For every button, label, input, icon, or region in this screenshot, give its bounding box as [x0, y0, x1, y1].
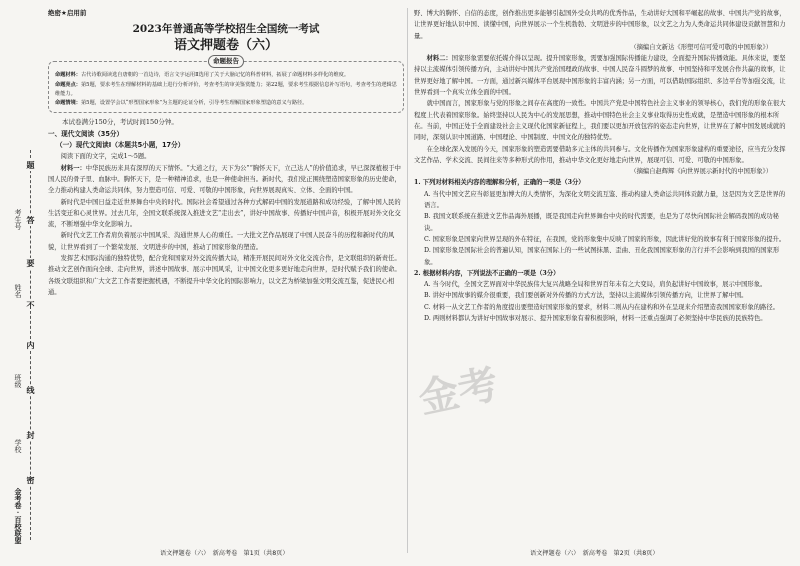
left-column [48, 8, 404, 298]
score-line: 本试卷满分150分，考试时间150分钟。 [62, 118, 178, 127]
seal-char: 密 [26, 475, 35, 485]
report-row-text: 第5题，要求考生在理解材料的基础上进行分析评价，考查考生的审美鉴赏能力；第22题，要求考生根据信息补写语句，考查考生的逻辑思维能力。 [55, 81, 397, 97]
paper-title: 语文押题卷（六） [173, 38, 278, 54]
question-option: C. 国家形象是国家向世界呈现的外在特征，在我国，党的形象集中反映了国家的形象，因此讲好党的故事有利于国家形象的提升。 [424, 235, 786, 243]
material-1-paragraph: 新时代是中国日益走近世界舞台中央的时代。国际社会希望通过各种方式解码中国的发展道路和成功经验，了解中国人民的生活变迁和心灵世界。过去几年，全国文联系统深入推进文艺“走出去”，讲好中国故事、传播好中国声音，积极开展对外文化交流，不断增强中华文化影响力。 [48, 198, 401, 229]
report-row [55, 71, 397, 80]
question-option: D. 两则材料都认为讲好中国故事对展示、提升国家形象有着积极影响，材料一还重点强调了必须坚持中华民族的民族特色。 [424, 315, 767, 323]
seal-char: 答 [26, 215, 35, 225]
seal-char: 要 [26, 258, 35, 268]
instruction: 阅读下面的文字，完成1～5题。 [60, 153, 151, 161]
report-row [55, 81, 397, 100]
seal-char: 题 [26, 160, 35, 170]
exam-title: 2023年普通高等学校招生全国统一考试 [132, 23, 320, 36]
paragraph-text: 中华民族历来具有深厚的天下情怀。“大道之行，天下为公”“胸怀天下，立己达人”的价值追求，早已深深植根于中国人民的骨子里、血脉中。胸怀天下，是一种精神追求，也是一种使命担当。新时代，我们党正围绕塑造国家形象的历史使命，全力推动构建人类命运共同体，努力塑造可信、可爱、可敬的中国形象，向世界展现真实、立体、全面的中国。 [48, 164, 401, 195]
report-row-text: 第5题，设置学会以“形塑国家形象”为主题的论证分析，引导考生理解国家形象塑造的意义与路径。 [80, 100, 308, 107]
footer-right: 语文押题卷（六） 新高考卷 第2页（共8页） [530, 550, 659, 557]
source-note: （摘编自文新达《形塑可信可爱可敬的中国形象》） [630, 43, 772, 51]
seal-char: 线 [26, 385, 35, 395]
question-option: A. 当代中国文艺应当彰显更加博大的人类情怀，为深化文明交流互鉴、推动构建人类命运共同体贡献力量，这是因为文艺是世界的语言。 [424, 190, 786, 210]
question-option: B. 讲好中国故事的媒介很重要，我们要创新对外传播的方式方法，坚持以主流媒体引领传播方向，让世界了解中国。 [424, 292, 748, 300]
binding-strip [0, 0, 42, 566]
material-2-paragraph: 在全球化深入发展的今天，国家形象的塑造需要借助多元主体的共同参与。文化传播作为国家形象建构的重要途径，应当充分发挥文艺作品、学术交流、民间往来等多种形式的作用，推动中华文化更好地走向世界，展现可信、可爱、可敬的中国形象。 [414, 145, 786, 164]
binding-field-class: 班级 [14, 374, 22, 389]
watermark: 金考 [414, 360, 503, 423]
binding-field-alliance: 金考卷·百校联盟 [14, 487, 22, 545]
seal-char: 不 [26, 300, 35, 310]
binding-field-name: 姓名 [14, 284, 22, 299]
seal-char: 内 [26, 340, 35, 350]
material-2-paragraph: 就中国而言，国家形象与党的形象之间存在高度的一致性。中国共产党是中国特色社会主义事业的领导核心，我们党的形象在很大程度上代表着国家形象。始终坚持以人民为中心的发展思想，推动中国特色社会主义事业取得历史性成就，是塑造中国形象的根本所在。当前，中国正处于全面建设社会主义现代化国家新征程上，我们要以更加开放包容的姿态走向世界，让世界在了解中国发展成就的同时，深刻认识中国道路、中国理论、中国制度、中国文化的独特优势。 [414, 100, 786, 142]
material-2-paragraph [414, 53, 788, 98]
secret-label: 绝密★启用前 [48, 9, 87, 17]
binding-field-school: 学校 [14, 439, 22, 454]
report-tag: 命题报告 [208, 55, 244, 68]
binding-field-exam-number: 考生号 [14, 209, 22, 231]
section-heading: 一、现代文阅读（35分） [48, 129, 124, 138]
report-row [55, 99, 397, 108]
exam-report-box [48, 57, 404, 113]
report-row-label: 命题材料： [55, 72, 81, 79]
material-1-paragraph: 新时代文艺工作者肩负着展示中国风采、沟通世界人心的重任。一大批文艺作品展现了中国人民奋斗的历程和新时代的风貌，让世界看到了一个繁荣发展、文明进步的中国，推动了国家形象的塑造。 [48, 232, 395, 251]
report-row-text: 古代诗歌阅读选自唐朝的一首边诗，语言文字运用Ⅱ选用了关于大脑记忆的科普材料，拓展了命题材料多样化的维度。 [80, 72, 350, 79]
question-2: 2. 根据材料内容，下列说法不正确的一项是（3分） [414, 269, 560, 277]
column-divider [407, 8, 408, 553]
material-1-paragraph [48, 163, 404, 197]
question-option: D. 国家形象是国际社会的普遍认知，国家在国际上的一些试图抹黑、歪曲、丑化我国国家形象的言行并不会影响到我国的国家形象。 [424, 247, 780, 266]
question-option: C. 材料一从文艺工作者的角度提出要塑造好国家形象的要求，材料二则从内在建构和外在呈现来介绍塑造我国国家形象的路径。 [424, 303, 779, 311]
material-label: 材料二： [426, 55, 452, 63]
material-1-continuation: 野、博大的胸怀、自信的态度，创作推出更多能够引起国外受众共鸣的优秀作品，生动讲好大国和平崛起的故事、中国共产党的故事，让世界更好地认识中国、读懂中国，向世界展示一个生机勃勃、文明进步的中国形象，以文艺之力为人类命运共同体建设贡献智慧和力量。 [414, 10, 786, 40]
material-1-paragraph: 发挥艺术国际沟通的独特优势，配合党和国家对外交流传播大局，精准开展民间对外文化交流合作，是文联组织的新责任。推动文艺创作面向全球、走向世界，讲述中国故事、展示中国风采，让中国文化更多更好地走向世界，是时代赋予我们的使命。各级文联组织和广大文艺工作者要把握机遇，不断提升中华文化的国际影响力，以文艺为桥梁加强文明交流互鉴，促进民心相通。 [48, 255, 401, 296]
question-option: A. 当今时代，全国文艺界面对中华民族伟大复兴战略全局和世界百年未有之大变局，肩负起讲好中国故事，展示中国形象。 [424, 281, 767, 289]
footer-left: 语文押题卷（六） 新高考卷 第1页（共8页） [160, 550, 289, 557]
subsection-heading: （一）现代文阅读Ⅰ（本题共5小题，17分） [56, 141, 185, 150]
material-label: 材料一： [60, 164, 86, 172]
seal-char: 封 [26, 430, 35, 440]
right-column [414, 8, 788, 324]
question-option: B. 我国文联系统在推进文艺作品海外展播，既是我国走向世界舞台中央的时代需要，也是为了尽快向国际社会解码我国的成功秘诀。 [424, 213, 779, 232]
question-1: 1. 下列对材料相关内容的理解和分析，正确的一项是（3分） [414, 179, 585, 187]
report-row-label: 命题情境： [55, 100, 81, 107]
paragraph-text: 国家形象需要依托媒介得以呈现。提升国家形象，需要加强国际传播能力建设，全面提升国际传播效能。具体来说，要坚持以主流媒体引领传播方向，主动讲好中国共产党治国理政的故事、中国人民奋斗圆梦的故事、中国坚持和平发展合作共赢的故事，让世界更好地了解中国。一方面，通过新兴媒体平台展现中国形象的丰富内涵；另一方面，可以借助国际组织、多边平台等加强交流，让世界看到一个真实立体全面的中国。 [414, 55, 786, 97]
report-row-label: 命题亮点： [55, 81, 81, 88]
source-note: （摘编自赵辉辉《向世界展示新时代的中国形象》） [630, 168, 772, 176]
